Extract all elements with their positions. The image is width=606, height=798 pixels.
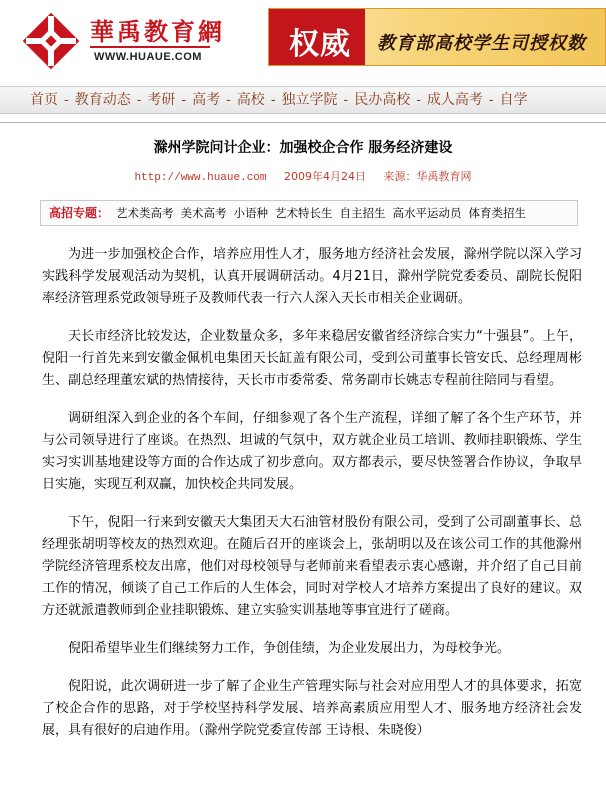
topic-link-minor-languages[interactable]: 小语种 [233, 206, 269, 220]
nav-separator: - [343, 93, 349, 108]
site-logo[interactable] [20, 8, 225, 74]
nav-item-self-study[interactable]: 自学 [499, 92, 528, 108]
article-paragraph: 调研组深入到企业的各个车间，仔细参观了各个生产流程，详细了解了各个生产环节，并与公司领导进行了座谈。在热烈、坦诚的气氛中，双方就企业员工培训、教师挂职锻炼、学生实习实训基地建设等方面的合作达成了初步意向。双方都表示，要尽快签署合作协议，争取早日实施，实现互利双赢，加快校企共同发展。 [42, 411, 582, 492]
topic-link-art-gaokao[interactable]: 艺术类高考 [116, 206, 174, 220]
topic-link-athletes[interactable]: 高水平运动员 [392, 206, 462, 220]
topic-link-fine-arts[interactable]: 美术高考 [180, 206, 227, 220]
article-date: 2009年4月24日 [284, 170, 367, 183]
topic-link-independent-admission[interactable]: 自主招生 [339, 206, 386, 220]
nav-separator: - [488, 93, 494, 108]
nav-separator: - [226, 93, 231, 108]
article-body [42, 244, 582, 758]
nav-item-adult-gaokao[interactable]: 成人高考 [426, 92, 483, 108]
banner-headline: 权威 [289, 27, 351, 62]
nav-item-gaokao[interactable]: 高考 [192, 92, 221, 108]
logo-emblem-icon [20, 10, 82, 72]
article-paragraph: 下午，倪阳一行来到安徽天大集团天大石油管材股份有限公司，受到了公司副董事长、总经理张胡明等校友的热烈欢迎。在随后召开的座谈会上，张胡明以及在该公司工作的其他滁州学院经济管理系校友出席，他们对母校领导与老师前来看望表示衷心感谢，并介绍了自己目前工作的情况，倾谈了自己工作后的人生体会，同时对学校人才培养方案提出了良好的建议。双方还就派遣教师到企业挂职锻炼、建立实验实训基地等事宜进行了磋商。 [42, 515, 582, 618]
main-nav [0, 86, 606, 114]
nav-separator: - [416, 93, 421, 108]
nav-item-kaoyan[interactable]: 考研 [147, 92, 176, 108]
nav-item-news[interactable]: 教育动态 [74, 92, 131, 108]
article-title: 滁州学院问计企业：加强校企合作 服务经济建设 [153, 140, 453, 156]
logo-url: WWW.HUAUE.COM [94, 51, 202, 63]
article-paragraph: 倪阳希望毕业生们继续努力工作，争创佳绩，为企业发展出力，为母校争光。 [68, 641, 511, 656]
article-meta [0, 168, 606, 184]
nav-separator: - [136, 93, 142, 108]
article-source: 来源：华禹教育网 [383, 170, 472, 183]
content-divider [0, 122, 606, 123]
topic-link-art-specialty[interactable]: 艺术特长生 [275, 206, 333, 220]
article-paragraph: 天长市经济比较发达，企业数量众多，多年来稳居安徽省经济综合实力“十强县”。上午，倪阳一行首先来到安徽金佩机电集团天长缸盖有限公司，受到公司董事长管安氏、总经理周彬生、副总经理董宏斌的热情接待，天长市市委常委、常务副市长姚志专程前往陪同与看望。 [42, 329, 582, 388]
topic-link-sports-admission[interactable]: 体育类招生 [468, 206, 527, 220]
nav-separator: - [64, 93, 69, 108]
topics-bar [40, 200, 578, 226]
topics-label: 高招专题： [49, 206, 110, 220]
article-paragraph: 倪阳说，此次调研进一步了解了企业生产管理实际与社会对应用型人才的具体要求，拓宽了校企合作的思路，对于学校坚持科学发展、培养高素质应用型人才、服务地方经济社会发展，具有很好的启迪作用。（滁州学院党委宣传部 王诗根、朱晓俊） [42, 679, 582, 738]
site-header [0, 0, 606, 78]
nav-item-private-colleges[interactable]: 民办高校 [354, 92, 411, 108]
header-banner-ad[interactable] [268, 8, 606, 66]
nav-separator: - [181, 93, 187, 108]
banner-text: 教育部高校学生司授权数 [377, 33, 586, 54]
nav-separator: - [270, 93, 276, 108]
nav-item-independent-colleges[interactable]: 独立学院 [281, 92, 338, 108]
nav-item-home[interactable]: 首页 [30, 92, 58, 108]
logo-divider [90, 46, 210, 48]
nav-item-universities[interactable]: 高校 [236, 92, 265, 108]
logo-name: 華禹教育網 [90, 17, 225, 46]
article-source-url[interactable]: http://www.huaue.com [134, 172, 267, 184]
article-paragraph: 为进一步加强校企合作，培养应用性人才，服务地方经济社会发展，滁州学院以深入学习实践科学发展观活动为契机，认真开展调研活动。4月21日，滁州学院党委委员、副院长倪阳率经济管理系党政领导班子及教师代表一行六人深入天长市相关企业调研。 [42, 247, 582, 306]
